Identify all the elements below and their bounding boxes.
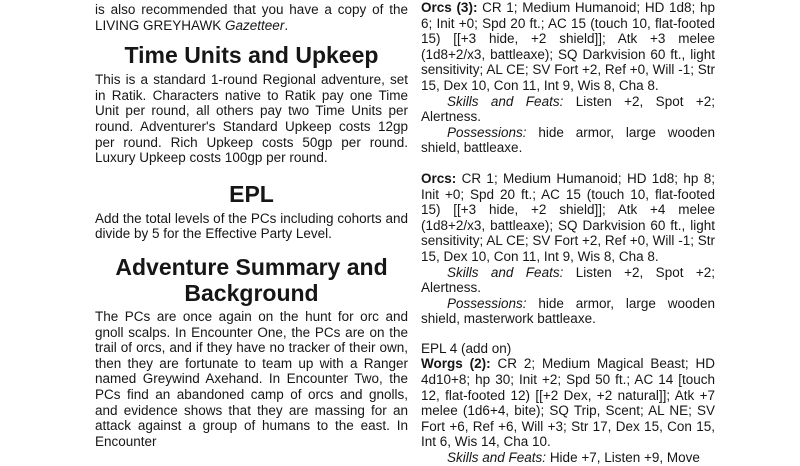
monster-name: Orcs:	[421, 170, 457, 186]
skills-value: Listen +2, Spot +2; Alertness.	[421, 93, 715, 125]
stat-line-skills	[421, 94, 715, 125]
left-column	[95, 0, 408, 449]
epl-add-on-note: EPL 4 (add on)	[421, 340, 512, 356]
stat-block-orcs-3	[421, 0, 715, 156]
right-column	[421, 0, 715, 466]
monster-stats: CR 2; Medium Magical Beast; HD 4d10+8; hp 30; Init +2; Spd 50 ft.; AC 14 [touch 12, flat-footed 12) [[+2 Dex, +2 natural]]; Atk +7 melee (1d6+4, bite); SQ Trip, Scent; AL NE; SV Fort +6, Ref +6, Will +3; Str 17, Dex 15, Con 15, Int 6, Wis 14, Cha 10.	[421, 356, 715, 450]
stat-line-possessions	[421, 125, 715, 156]
heading-time-units-and-upkeep: Time Units and Upkeep	[124, 42, 379, 69]
stat-line-possessions	[421, 296, 715, 327]
stat-line-skills	[421, 265, 715, 296]
possessions-value: hide armor, large wooden shield, battleaxe.	[421, 124, 715, 156]
monster-stats: CR 1; Medium Humanoid; HD 1d8; hp 6; Init +0; Spd 20 ft.; AC 15 (touch 10, flat-footed 15) [[+3 hide, +2 shield]]; Atk +3 melee (1d8+2/x3, battleaxe); SQ Darkvision 60 ft., light sensitivity; AL CE; SV Fort +2, Ref +0, Will -1; Str 15, Dex 10, Con 11, Int 9, Wis 8, Cha 8.	[421, 0, 715, 93]
stat-block-worgs	[421, 356, 715, 465]
monster-name: Worgs (2):	[421, 356, 491, 372]
paragraph-adventure-summary: The PCs are once again on the hunt for orc and gnoll scalps. In Encounter One, the PCs are on the trail of orcs, and if they have no tracker of their own, then they are fortunate to team up with a Ranger named Greywind Axehand. In Encounter Two, the PCs find an abandoned camp of orcs and gnolls, and evidence shows that they are massing for an attack against a group of humans to the east. In Encounter	[95, 308, 408, 449]
skills-label: Skills and Feats:	[447, 450, 547, 466]
skills-value: Listen +2, Spot +2; Alertness.	[421, 264, 715, 296]
heading-adventure-summary: Adventure Summary and Background	[115, 253, 388, 306]
stat-line-main	[421, 0, 715, 94]
paragraph-time-units: This is a standard 1-round Regional adventure, set in Ratik. Characters native to Ratik pay one Time Unit per round, all others pay two Time Units per round. Adventurer's Standard Upkeep costs 12gp per round. Rich Upkeep costs 50gp per round. Luxury Upkeep costs 100gp per round.	[95, 72, 408, 166]
monster-stats: CR 1; Medium Humanoid; HD 1d8; hp 8; Init +0; Spd 20 ft.; AC 15 (touch 10, flat-footed 15) [[+3 hide, +2 shield]]; Atk +4 melee (1d8+2/x3, battleaxe); SQ Darkvision 60 ft., light sensitivity; AL CE; SV Fort +2, Ref +0, Will -1; Str 15, Dex 10, Con 11, Int 9, Wis 8, Cha 8.	[421, 170, 715, 264]
possessions-label: Possessions:	[447, 124, 527, 140]
gazetteer-note-period: .	[284, 17, 289, 33]
monster-name: Orcs (3):	[421, 0, 478, 15]
gazetteer-note-text: is also recommended that you have a copy of the LIVING GREYHAWK	[95, 2, 408, 33]
stat-line-main	[421, 171, 715, 265]
heading-epl: EPL	[229, 180, 274, 207]
gazetteer-title: Gazetteer	[225, 17, 285, 33]
stat-line-main	[421, 356, 715, 450]
possessions-label: Possessions:	[447, 295, 527, 311]
possessions-value: hide armor, large wooden shield, masterwork battleaxe.	[421, 295, 715, 327]
skills-label: Skills and Feats:	[447, 93, 564, 109]
paragraph-epl: Add the total levels of the PCs including cohorts and divide by 5 for the Effective Party Level.	[95, 210, 408, 242]
paragraph-gazetteer-note	[95, 0, 408, 33]
skills-value: Hide +7, Listen +9, Move	[549, 450, 700, 466]
stat-block-orcs	[421, 171, 715, 327]
skills-label: Skills and Feats:	[447, 264, 564, 280]
stat-line-skills	[421, 450, 715, 466]
